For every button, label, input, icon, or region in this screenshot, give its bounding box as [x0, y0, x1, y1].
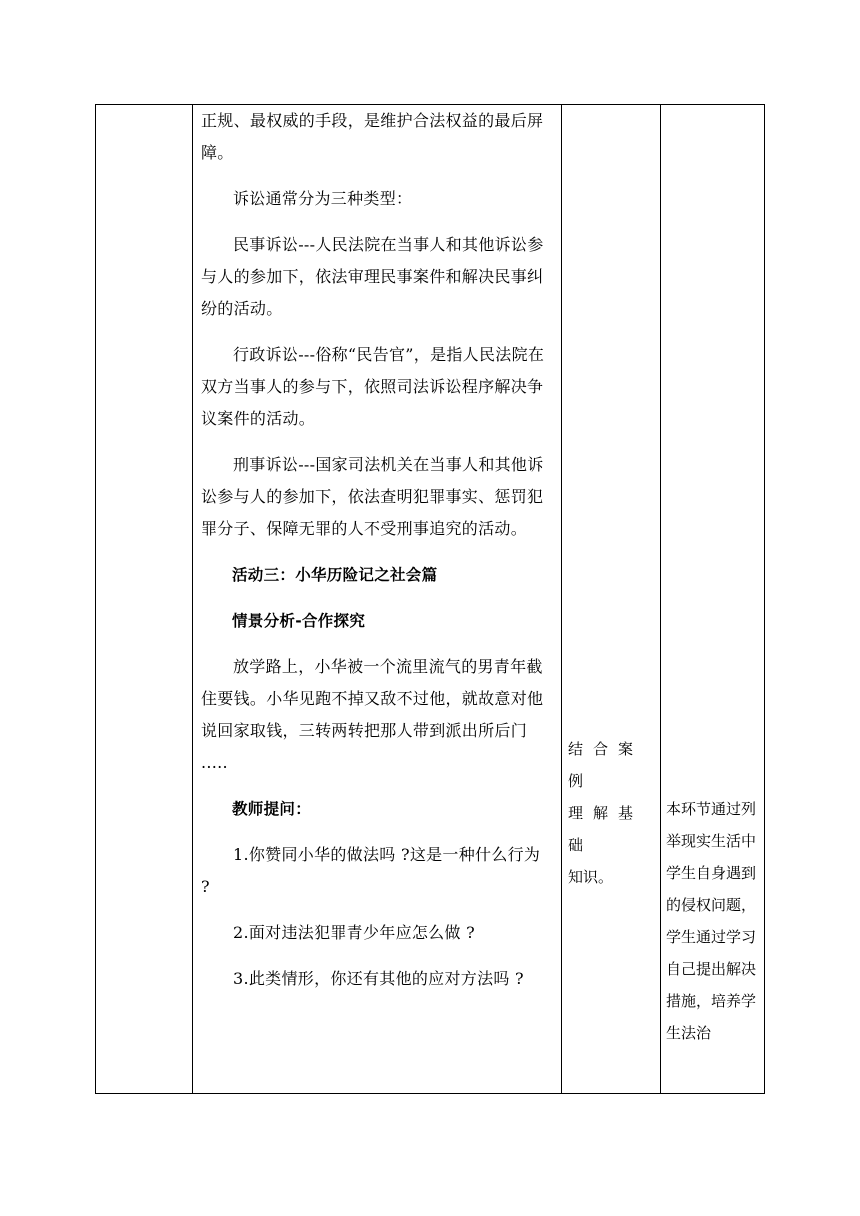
lesson-plan-table [95, 104, 765, 1094]
student-activity-line-2 [568, 797, 656, 861]
paragraph-intro-continued: 正规、最权威的手段，是维护合法权益的最后屏障。 [201, 111, 544, 162]
student-activity-cell [568, 733, 656, 893]
student-activity-text-1: 结合案例 [568, 740, 644, 790]
teaching-content-cell [201, 105, 553, 995]
paragraph-litigation-types: 诉讼通常分为三种类型： [233, 189, 413, 208]
activity-heading: 活动三：小华历险记之社会篇 [232, 566, 438, 584]
question-3: 3.此类情形，你还有其他的应对方法吗 ? [233, 969, 524, 988]
column-divider [561, 105, 562, 1093]
teacher-question-heading: 教师提问： [232, 800, 312, 818]
question-2: 2.面对违法犯罪青少年应怎么做 ? [233, 923, 476, 942]
design-intent-cell: 本环节通过列举现实生活中学生自身遇到的侵权问题，学生通过学习自己提出解决措施，培养学生法治 [666, 800, 757, 1042]
student-activity-line-1 [568, 733, 656, 797]
student-activity-text-2: 理解基础 [568, 804, 644, 854]
column-divider [192, 105, 193, 1093]
column-divider [660, 105, 661, 1093]
paragraph-civil-litigation: 民事诉讼---人民法院在当事人和其他诉讼参与人的参加下，依法审理民事案件和解决民事纠纷的活动。 [201, 235, 544, 318]
scenario-heading: 情景分析-合作探究 [232, 612, 366, 630]
student-activity-line-3: 知识。 [568, 868, 614, 886]
paragraph-criminal-litigation: 刑事诉讼---国家司法机关在当事人和其他诉讼参与人的参加下，依法查明犯罪事实、惩罚犯罪分子、保障无罪的人不受刑事追究的活动。 [201, 455, 544, 538]
paragraph-administrative-litigation: 行政诉讼---俗称“民告官”，是指人民法院在双方当事人的参与下，依照司法诉讼程序解决争议案件的活动。 [201, 345, 545, 428]
paragraph-scenario: 放学路上，小华被一个流里流气的男青年截住要钱。小华见跑不掉又敌不过他，就故意对他说回家取钱，三转两转把那人带到派出所后门 ..... [201, 657, 544, 772]
question-1: 1.你赞同小华的做法吗 ?这是一种什么行为 ? [201, 845, 541, 896]
